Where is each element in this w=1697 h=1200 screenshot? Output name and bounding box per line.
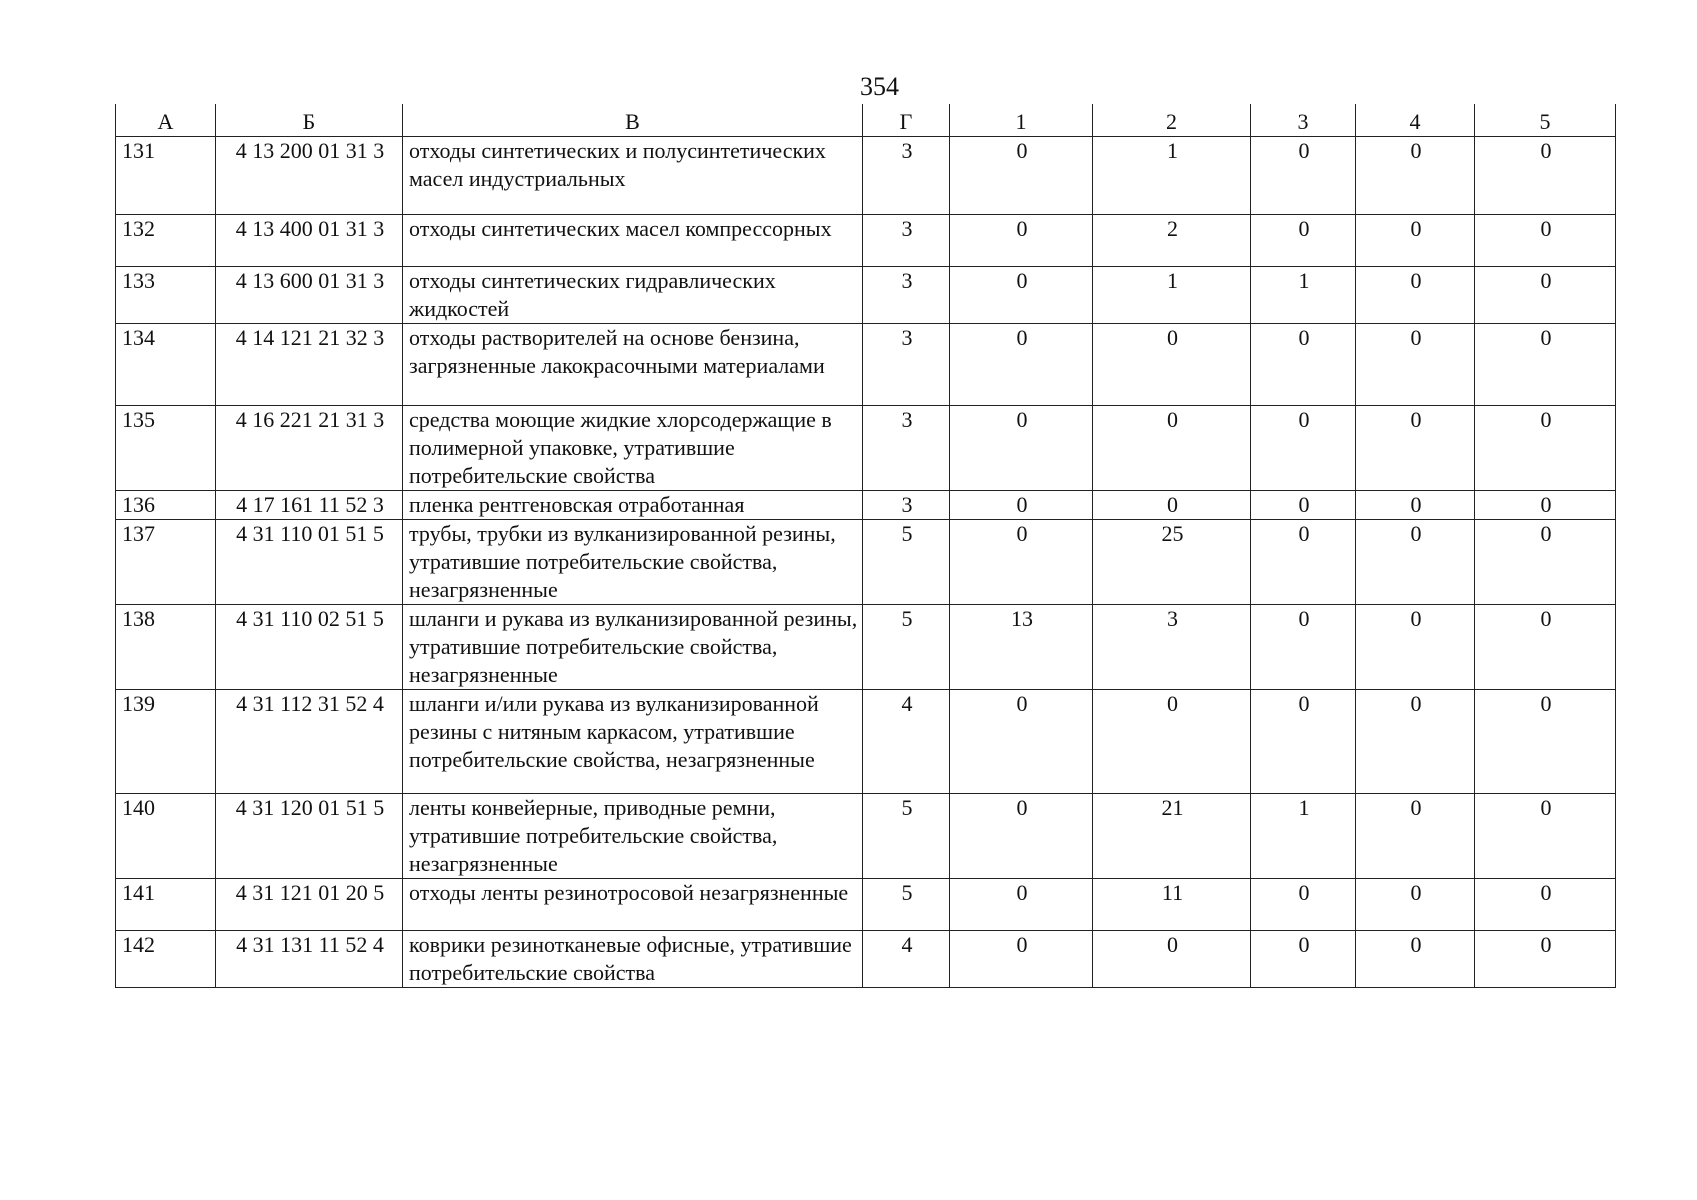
hazard-class-cell: 3	[863, 267, 950, 324]
waste-code-cell: 4 31 120 01 51 5	[216, 794, 403, 879]
table-row	[116, 491, 1616, 520]
header-cell-1: 1	[950, 104, 1093, 137]
table-row	[116, 794, 1616, 879]
col-1-cell: 13	[950, 605, 1093, 690]
col-3-cell: 1	[1251, 794, 1356, 879]
hazard-class-cell: 5	[863, 879, 950, 931]
col-5-cell: 0	[1475, 690, 1616, 794]
hazard-class-cell: 5	[863, 794, 950, 879]
col-2-cell: 0	[1093, 324, 1251, 406]
row-number-cell: 136	[116, 491, 216, 520]
col-3-cell: 0	[1251, 406, 1356, 491]
waste-name-cell: средства моющие жидкие хлорсодержащие в полимерной упаковке, утратившие потребительские свойства	[403, 406, 863, 491]
col-1-cell: 0	[950, 931, 1093, 988]
waste-code-cell: 4 13 200 01 31 3	[216, 137, 403, 215]
header-cell-2: 2	[1093, 104, 1251, 137]
row-number-cell: 141	[116, 879, 216, 931]
row-number-cell: 140	[116, 794, 216, 879]
col-5-cell: 0	[1475, 520, 1616, 605]
col-3-cell: 0	[1251, 324, 1356, 406]
col-5-cell: 0	[1475, 215, 1616, 267]
col-2-cell: 21	[1093, 794, 1251, 879]
header-cell-3: 3	[1251, 104, 1356, 137]
col-3-cell: 0	[1251, 520, 1356, 605]
header-cell-v: В	[403, 104, 863, 137]
col-4-cell: 0	[1356, 690, 1475, 794]
col-5-cell: 0	[1475, 267, 1616, 324]
col-4-cell: 0	[1356, 491, 1475, 520]
col-5-cell: 0	[1475, 324, 1616, 406]
col-4-cell: 0	[1356, 137, 1475, 215]
waste-code-cell: 4 31 110 02 51 5	[216, 605, 403, 690]
col-2-cell: 25	[1093, 520, 1251, 605]
waste-table	[115, 104, 1616, 988]
table-row	[116, 137, 1616, 215]
col-2-cell: 1	[1093, 267, 1251, 324]
table-row	[116, 324, 1616, 406]
col-1-cell: 0	[950, 215, 1093, 267]
waste-code-cell: 4 13 400 01 31 3	[216, 215, 403, 267]
col-1-cell: 0	[950, 520, 1093, 605]
col-4-cell: 0	[1356, 267, 1475, 324]
col-2-cell: 0	[1093, 406, 1251, 491]
table-row	[116, 406, 1616, 491]
col-3-cell: 1	[1251, 267, 1356, 324]
waste-name-cell: шланги и рукава из вулканизированной резины, утратившие потребительские свойства, незагрязненные	[403, 605, 863, 690]
waste-code-cell: 4 31 121 01 20 5	[216, 879, 403, 931]
waste-code-cell: 4 31 131 11 52 4	[216, 931, 403, 988]
waste-name-cell: отходы растворителей на основе бензина, загрязненные лакокрасочными материалами	[403, 324, 863, 406]
col-3-cell: 0	[1251, 690, 1356, 794]
col-2-cell: 0	[1093, 491, 1251, 520]
waste-code-cell: 4 31 110 01 51 5	[216, 520, 403, 605]
col-1-cell: 0	[950, 690, 1093, 794]
col-4-cell: 0	[1356, 324, 1475, 406]
waste-code-cell: 4 13 600 01 31 3	[216, 267, 403, 324]
hazard-class-cell: 4	[863, 690, 950, 794]
hazard-class-cell: 3	[863, 324, 950, 406]
waste-name-cell: отходы ленты резинотросовой незагрязненные	[403, 879, 863, 931]
table-row	[116, 267, 1616, 324]
header-cell-b: Б	[216, 104, 403, 137]
col-2-cell: 0	[1093, 931, 1251, 988]
col-4-cell: 0	[1356, 520, 1475, 605]
col-3-cell: 0	[1251, 605, 1356, 690]
col-1-cell: 0	[950, 491, 1093, 520]
table-row	[116, 931, 1616, 988]
col-3-cell: 0	[1251, 931, 1356, 988]
col-2-cell: 2	[1093, 215, 1251, 267]
col-1-cell: 0	[950, 267, 1093, 324]
row-number-cell: 133	[116, 267, 216, 324]
row-number-cell: 139	[116, 690, 216, 794]
col-2-cell: 0	[1093, 690, 1251, 794]
col-2-cell: 11	[1093, 879, 1251, 931]
row-number-cell: 135	[116, 406, 216, 491]
waste-code-cell: 4 31 112 31 52 4	[216, 690, 403, 794]
col-3-cell: 0	[1251, 215, 1356, 267]
col-4-cell: 0	[1356, 794, 1475, 879]
col-5-cell: 0	[1475, 491, 1616, 520]
header-cell-a: А	[116, 104, 216, 137]
table-header-row	[116, 104, 1616, 137]
row-number-cell: 137	[116, 520, 216, 605]
col-5-cell: 0	[1475, 931, 1616, 988]
row-number-cell: 138	[116, 605, 216, 690]
col-1-cell: 0	[950, 879, 1093, 931]
waste-name-cell: отходы синтетических масел компрессорных	[403, 215, 863, 267]
col-1-cell: 0	[950, 406, 1093, 491]
hazard-class-cell: 3	[863, 406, 950, 491]
waste-name-cell: отходы синтетических гидравлических жидкостей	[403, 267, 863, 324]
col-1-cell: 0	[950, 324, 1093, 406]
waste-name-cell: ленты конвейерные, приводные ремни, утратившие потребительские свойства, незагрязненные	[403, 794, 863, 879]
col-5-cell: 0	[1475, 879, 1616, 931]
row-number-cell: 132	[116, 215, 216, 267]
hazard-class-cell: 5	[863, 605, 950, 690]
col-4-cell: 0	[1356, 605, 1475, 690]
col-3-cell: 0	[1251, 137, 1356, 215]
header-cell-5: 5	[1475, 104, 1616, 137]
table-row	[116, 690, 1616, 794]
waste-name-cell: отходы синтетических и полусинтетических масел индустриальных	[403, 137, 863, 215]
table-row	[116, 879, 1616, 931]
hazard-class-cell: 3	[863, 215, 950, 267]
hazard-class-cell: 5	[863, 520, 950, 605]
waste-name-cell: трубы, трубки из вулканизированной резины, утратившие потребительские свойства, незагрязненные	[403, 520, 863, 605]
table-body	[116, 137, 1616, 988]
row-number-cell: 142	[116, 931, 216, 988]
page-number: 354	[860, 72, 899, 101]
waste-code-cell: 4 17 161 11 52 3	[216, 491, 403, 520]
col-5-cell: 0	[1475, 794, 1616, 879]
col-5-cell: 0	[1475, 605, 1616, 690]
hazard-class-cell: 4	[863, 931, 950, 988]
col-2-cell: 1	[1093, 137, 1251, 215]
table-row	[116, 605, 1616, 690]
col-4-cell: 0	[1356, 215, 1475, 267]
hazard-class-cell: 3	[863, 491, 950, 520]
hazard-class-cell: 3	[863, 137, 950, 215]
header-cell-g: Г	[863, 104, 950, 137]
col-1-cell: 0	[950, 137, 1093, 215]
row-number-cell: 131	[116, 137, 216, 215]
col-4-cell: 0	[1356, 406, 1475, 491]
waste-name-cell: пленка рентгеновская отработанная	[403, 491, 863, 520]
waste-name-cell: коврики резинотканевые офисные, утратившие потребительские свойства	[403, 931, 863, 988]
col-3-cell: 0	[1251, 491, 1356, 520]
row-number-cell: 134	[116, 324, 216, 406]
col-5-cell: 0	[1475, 406, 1616, 491]
waste-code-cell: 4 14 121 21 32 3	[216, 324, 403, 406]
waste-name-cell: шланги и/или рукава из вулканизированной резины с нитяным каркасом, утратившие потребительские свойства, незагрязненные	[403, 690, 863, 794]
col-5-cell: 0	[1475, 137, 1616, 215]
col-4-cell: 0	[1356, 879, 1475, 931]
header-cell-4: 4	[1356, 104, 1475, 137]
col-4-cell: 0	[1356, 931, 1475, 988]
waste-code-cell: 4 16 221 21 31 3	[216, 406, 403, 491]
col-1-cell: 0	[950, 794, 1093, 879]
table-row	[116, 520, 1616, 605]
col-3-cell: 0	[1251, 879, 1356, 931]
col-2-cell: 3	[1093, 605, 1251, 690]
table-row	[116, 215, 1616, 267]
